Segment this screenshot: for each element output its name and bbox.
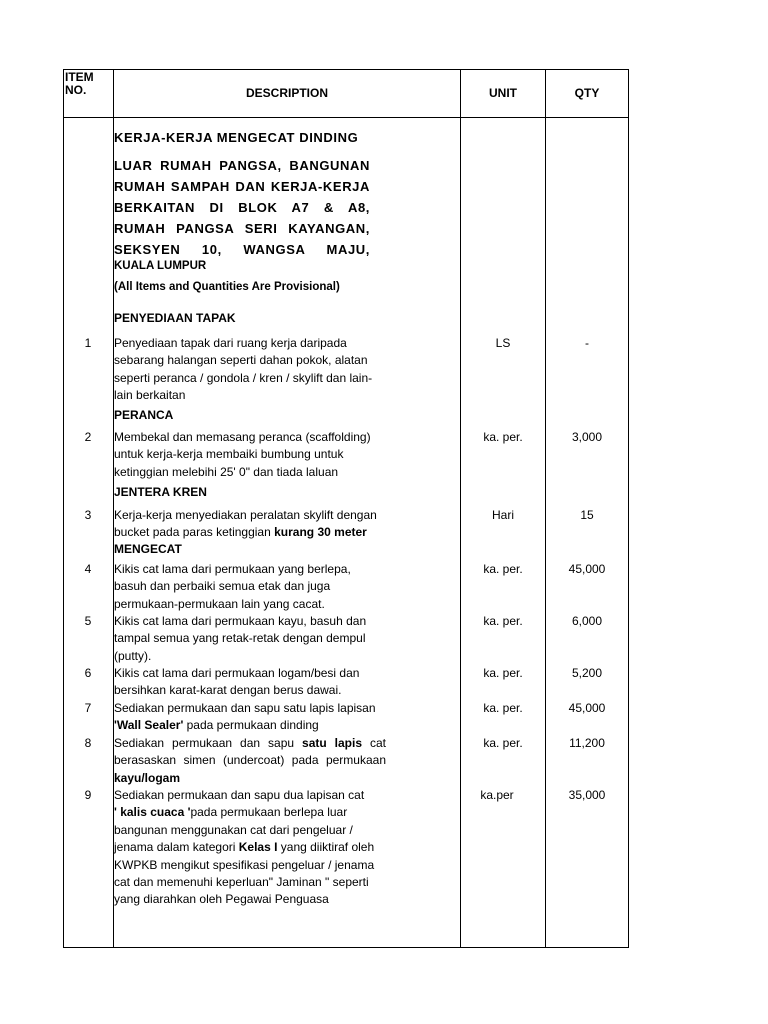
header-item-no: ITEM NO. xyxy=(65,70,94,97)
item-8-emphasis: satu lapis xyxy=(302,736,363,750)
item-3-description xyxy=(114,507,386,542)
item-1-line: lain berkaitan xyxy=(114,388,186,403)
section-heading-penyediaan-tapak: PENYEDIAAN TAPAK xyxy=(114,311,236,325)
item-3-line: Kerja-kerja menyediakan peralatan skylift dengan xyxy=(114,508,377,522)
item-8-line: berasaskan simen (undercoat) pada permukaan xyxy=(114,753,386,768)
item-6-qty: 5,200 xyxy=(571,666,603,680)
section-heading-peranca: PERANCA xyxy=(114,408,174,422)
item-5-line: (putty). xyxy=(114,648,152,663)
item-2-qty: 3,000 xyxy=(571,430,603,444)
item-9-unit: ka.per xyxy=(480,788,514,802)
item-1-number: 1 xyxy=(84,336,92,350)
item-5-line: Kikis cat lama dari permukaan kayu, basuh dan xyxy=(114,614,367,628)
item-9-line: cat dan memenuhi keperluan" Jaminan " seperti xyxy=(114,875,369,890)
item-5-number: 5 xyxy=(84,614,92,628)
item-7-text: pada permukaan dinding xyxy=(183,718,319,733)
item-5-description xyxy=(114,613,386,665)
item-9-line: KWPKB mengikut spesifikasi pengeluar / jenama xyxy=(114,857,375,872)
item-3-emphasis: kurang 30 meter xyxy=(274,525,367,540)
item-5-unit: ka. per. xyxy=(483,614,523,628)
item-1-line: sebarang halangan seperti dahan pokok, alatan xyxy=(114,353,368,368)
item-3-unit: Hari xyxy=(491,508,514,522)
item-9-line xyxy=(114,804,386,821)
item-2-description xyxy=(114,429,386,481)
item-7-unit: ka. per. xyxy=(483,701,523,715)
item-8-line xyxy=(114,770,386,787)
item-8-text: Sediakan permukaan dan sapu xyxy=(114,736,303,750)
item-9-emphasis: ' kalis cuaca ' xyxy=(114,805,191,820)
item-3-line xyxy=(114,524,386,541)
item-5-line: tampal semua yang retak-retak dengan dempul xyxy=(114,631,366,646)
item-9-emphasis: Kelas I xyxy=(238,840,278,855)
item-9-text: yang diiktiraf oleh xyxy=(277,840,375,855)
item-2-line: Membekal dan memasang peranca (scaffolding) xyxy=(114,430,371,444)
item-6-line: Kikis cat lama dari permukaan logam/besi dan xyxy=(114,666,360,680)
item-4-number: 4 xyxy=(84,562,92,576)
provisional-note: (All Items and Quantities Are Provisional) xyxy=(114,281,340,293)
item-6-unit: ka. per. xyxy=(483,666,523,680)
item-9-line: yang diarahkan oleh Pegawai Penguasa xyxy=(114,892,329,907)
item-9-qty: 35,000 xyxy=(568,788,606,802)
header-unit: UNIT xyxy=(489,86,517,100)
item-6-number: 6 xyxy=(84,666,92,680)
item-1-unit: LS xyxy=(495,336,511,350)
item-8-number: 8 xyxy=(84,736,92,750)
item-2-unit: ka. per. xyxy=(483,430,523,444)
section-heading-jentera-kren: JENTERA KREN xyxy=(114,485,207,499)
project-title-line-5: RUMAH PANGSA SERI KAYANGAN, xyxy=(114,221,370,236)
item-7-line xyxy=(114,717,386,734)
project-title-line-7: KUALA LUMPUR xyxy=(114,260,207,272)
item-3-qty: 15 xyxy=(580,508,594,522)
header-description: DESCRIPTION xyxy=(245,86,328,100)
header-qty: QTY xyxy=(574,86,600,100)
item-4-line: Kikis cat lama dari permukaan yang berlepa, xyxy=(114,562,351,576)
item-6-line: bersihkan karat-karat dengan berus dawai. xyxy=(114,683,342,698)
item-1-description xyxy=(114,335,386,405)
project-title-line-4: BERKAITAN DI BLOK A7 & A8, xyxy=(114,200,370,215)
item-1-line: Penyediaan tapak dari ruang kerja daripada xyxy=(114,336,347,350)
item-8-line xyxy=(114,735,386,752)
item-2-line: ketinggian melebihi 25' 0" dan tiada laluan xyxy=(114,464,339,479)
item-4-description xyxy=(114,561,386,613)
item-9-line: Sediakan permukaan dan sapu dua lapisan cat xyxy=(114,788,365,802)
project-title-line-3: RUMAH SAMPAH DAN KERJA-KERJA xyxy=(114,179,370,194)
item-5-qty: 6,000 xyxy=(571,614,603,628)
item-9-line: bangunan menggunakan cat dari pengeluar / xyxy=(114,822,353,837)
project-title-line-2: LUAR RUMAH PANGSA, BANGUNAN xyxy=(114,158,370,173)
item-7-emphasis: 'Wall Sealer' xyxy=(114,718,184,733)
item-9-number: 9 xyxy=(84,788,92,802)
item-2-line: untuk kerja-kerja membaiki bumbung untuk xyxy=(114,447,344,462)
item-7-line: Sediakan permukaan dan sapu satu lapis lapisan xyxy=(114,701,376,715)
item-1-line: seperti peranca / gondola / kren / skylift dan lain- xyxy=(114,370,373,385)
item-8-description xyxy=(114,735,386,787)
item-9-line xyxy=(114,839,386,856)
item-2-number: 2 xyxy=(84,430,92,444)
item-8-unit: ka. per. xyxy=(483,736,523,750)
item-8-qty: 11,200 xyxy=(569,736,605,750)
item-9-description xyxy=(114,787,386,909)
table-right-border xyxy=(628,69,629,948)
project-title-line-6: SEKSYEN 10, WANGSA MAJU, xyxy=(114,242,370,257)
item-6-description xyxy=(114,665,386,700)
item-7-description xyxy=(114,700,386,735)
item-4-qty: 45,000 xyxy=(568,562,606,576)
item-8-text: cat xyxy=(362,736,386,750)
item-3-text: bucket pada paras ketinggian xyxy=(114,525,275,540)
item-7-number: 7 xyxy=(84,701,92,715)
section-heading-mengecat: MENGECAT xyxy=(114,542,182,556)
item-1-qty: - xyxy=(585,336,589,350)
item-3-number: 3 xyxy=(84,508,92,522)
project-title-line-1: KERJA-KERJA MENGECAT DINDING xyxy=(114,130,359,145)
item-7-qty: 45,000 xyxy=(568,701,606,715)
item-4-line: basuh dan perbaiki semua etak dan juga xyxy=(114,579,331,594)
item-8-emphasis: kayu/logam xyxy=(114,770,181,785)
item-9-text: pada permukaan berlepa luar xyxy=(190,805,348,820)
item-4-line: permukaan-permukaan lain yang cacat. xyxy=(114,596,325,611)
item-9-text: jenama dalam kategori xyxy=(114,840,239,855)
item-4-unit: ka. per. xyxy=(483,562,523,576)
